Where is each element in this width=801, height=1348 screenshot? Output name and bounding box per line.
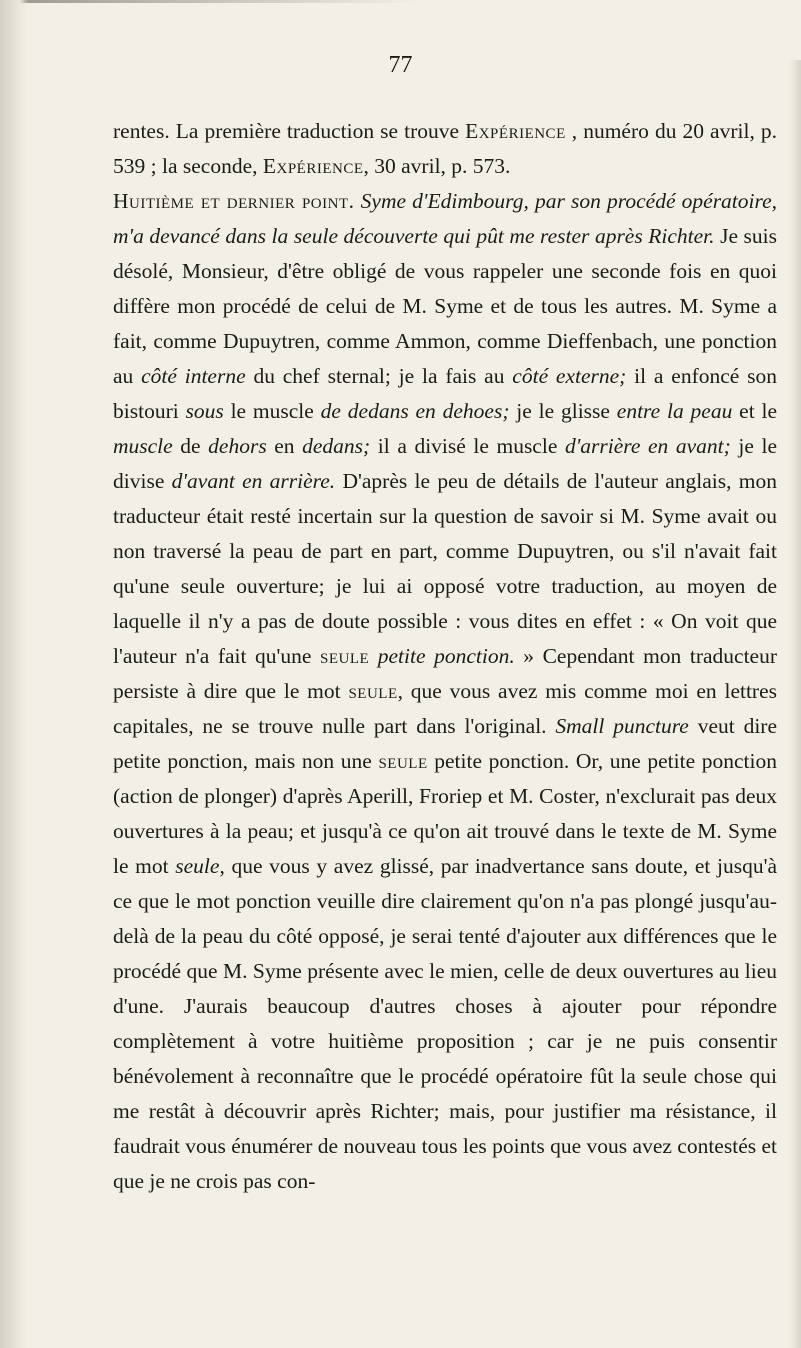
emphasis: côté externe; [512,364,627,388]
scan-binding-shadow [0,0,28,1348]
text-run: il a enfoncé son bistouri [113,364,777,423]
emphasis: d'arrière en avant; [564,434,731,458]
text-run: » Cependant mon traducteur persiste à dire que le mot [113,644,777,703]
text-run: , 30 avril, p. 573. [363,154,511,178]
emphasis: petite ponction. [377,644,515,668]
text-run: du chef sternal; je la fais au [245,364,513,388]
journal-name: Expérience [262,154,364,178]
emphasis: dehors [208,434,267,458]
scan-top-edge [0,0,420,3]
emphasis: Small puncture [555,714,689,738]
text-run: et le [732,399,778,423]
text-run: , numéro du 20 avril, p. 539 ; la seconde, [113,119,777,178]
text-run: veut dire petite ponction, mais non une [113,714,777,773]
text-run: en [266,434,303,458]
text-run: D'après le peu de détails de l'auteur anglais, mon traducteur était resté incertain sur la question de savoir si M. Syme avait ou non traversé la peau de part en part, comme Dupuytren, ou s'il n'avait fait qu'une seule ouverture; je lui ai opposé votre traduction, au moyen de laquelle il n'y a pas de doute possible : vous dites en effet : « On voit que l'auteur n'a fait qu'une [113,469,778,668]
text-run: le muscle [223,399,321,423]
text-run: petite ponction. Or, une petite ponction (action de plonger) d'après Aperill, Froriep et M. Coster, n'exclurait pas deux ouvertures à la peau; et jusqu'à ce qu'on ait trouvé dans le texte de M. Syme le mot [113,749,778,878]
emphasis: sous [185,399,224,423]
capitals: seule [378,749,428,773]
journal-name: Expérience [465,119,566,143]
emphasis: muscle [113,434,173,458]
text-run: je le divise [113,434,777,493]
emphasis: dedans; [302,434,371,458]
text-run: , que vous y avez glissé, par inadvertance sans doute, et jusqu'à ce que le mot ponction veuille dire clairement qu'on n'a pas plongé jusqu'au-delà de la peau du côté opposé, je serai tenté d'ajouter aux différences que le procédé que M. Syme présente avec le mien, celle de deux ouvertures au lieu d'une. J'aurais beaucoup d'autres choses à ajouter pour répondre complètement à votre huitième proposition ; car je ne puis consentir bénévolement à reconnaître que le procédé opératoire fût la seule chose qui me restât à découvrir après Richter; mais, pour justifier ma résistance, il faudrait vous énumérer de nouveau tous les points que vous avez contestés et que je ne crois pas con- [113,854,777,1193]
text-run: je le glisse [509,399,617,423]
section-heading: Huitième et dernier point. [113,189,355,213]
emphasis: de dedans en dehoes; [320,399,510,423]
text-run: Je suis désolé, Monsieur, d'être obligé de vous rappeler une seconde fois en quoi diffère mon procédé de celui de M. Syme et de tous les autres. M. Syme a fait, comme Dupuytren, comme Ammon, comme Dieffenbach, une ponction au [113,224,778,388]
text-run: , que vous avez mis comme moi en lettres capitales, ne se trouve nulle part dans l'original. [113,679,778,738]
emphasis: d'avant en arrière. [171,469,336,493]
text-run: il a divisé le muscle [370,434,565,458]
emphasis: entre la peau [616,399,733,423]
emphasis: côté interne [141,364,246,388]
section-claim: Syme d'Edimbourg, par son procédé opératoire, m'a devancé dans la seule découverte qui pût me rester après Richter. [113,189,777,248]
text-run [369,644,378,668]
scan-page-edge [789,60,801,1348]
text-run: de [172,434,209,458]
capitals: seule [320,644,370,668]
emphasis: seule [175,854,220,878]
body-text [113,114,777,1199]
text-run: rentes. La première traduction se trouve [113,119,466,143]
capitals: seule [348,679,398,703]
page-number: 77 [388,52,413,78]
